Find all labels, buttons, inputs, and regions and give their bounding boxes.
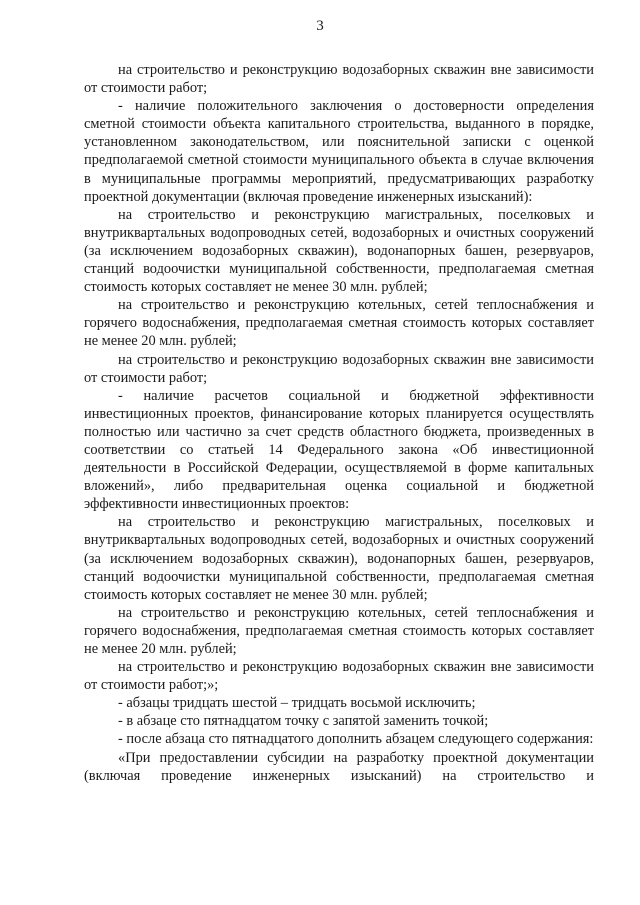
paragraph: на строительство и реконструкцию котельных, сетей теплоснабжения и горячего водоснабжения, предполагаемая сметная стоимость которых составляет не менее 20 млн. рублей;: [84, 604, 594, 657]
paragraph: на строительство и реконструкцию водозаборных скважин вне зависимости от стоимости работ;»;: [84, 659, 594, 694]
paragraph: - в абзаце сто пятнадцатом точку с запятой заменить точкой;: [118, 713, 489, 730]
paragraph: - наличие расчетов социальной и бюджетной эффективности инвестиционных проектов, финансирование которых планируется осуществлять полностью или частично за счет средств областного бюджета, произведенных в соответствии со статьей 14 Федерального закона «Об инвестиционной деятельности в Российской Федерации, осуществляемой в форме капитальных вложений», либо предварительная оценка социальной и бюджетной эффективности инвестиционных проектов:: [84, 387, 594, 513]
paragraph: на строительство и реконструкцию котельных, сетей теплоснабжения и горячего водоснабжения, предполагаемая сметная стоимость которых составляет не менее 20 млн. рублей;: [84, 297, 594, 350]
page-number: 3: [316, 18, 324, 34]
paragraph: на строительство и реконструкцию магистральных, поселковых и внутриквартальных водопроводных сетей, водозаборных и очистных сооружений (за исключением водозаборных скважин), водонапорных башен, резервуаров, станций водоочистки муниципальной собственности, предполагаемая сметная стоимость которых составляет не менее 30 млн. рублей;: [84, 206, 594, 296]
paragraph: на строительство и реконструкцию магистральных, поселковых и внутриквартальных водопроводных сетей, водозаборных и очистных сооружений (за исключением водозаборных скважин), водонапорных башен, резервуаров, станций водоочистки муниципальной собственности, предполагаемая сметная стоимость которых составляет не менее 30 млн. рублей;: [84, 514, 594, 603]
paragraph: - абзацы тридцать шестой – тридцать восьмой исключить;: [118, 695, 476, 712]
paragraph: «При предоставлении субсидии на разработку проектной документации (включая проведение инженерных изысканий) на строительство и: [84, 749, 594, 784]
paragraph: - после абзаца сто пятнадцатого дополнить абзацем следующего содержания:: [118, 731, 594, 748]
paragraph: на строительство и реконструкцию водозаборных скважин вне зависимости от стоимости работ;: [84, 62, 594, 97]
paragraph: - наличие положительного заключения о достоверности определения сметной стоимости объекта капитального строительства, выданного в порядке, установленном законодательством, или пояснительной записки с оценкой предполагаемой сметной стоимости муниципального объекта в случае включения в муниципальные программы мероприятий, предусматривающих разработку проектной документации (включая проведение инженерных изысканий):: [84, 98, 594, 205]
document-body: [84, 61, 594, 785]
paragraph: на строительство и реконструкцию водозаборных скважин вне зависимости от стоимости работ;: [84, 351, 594, 386]
